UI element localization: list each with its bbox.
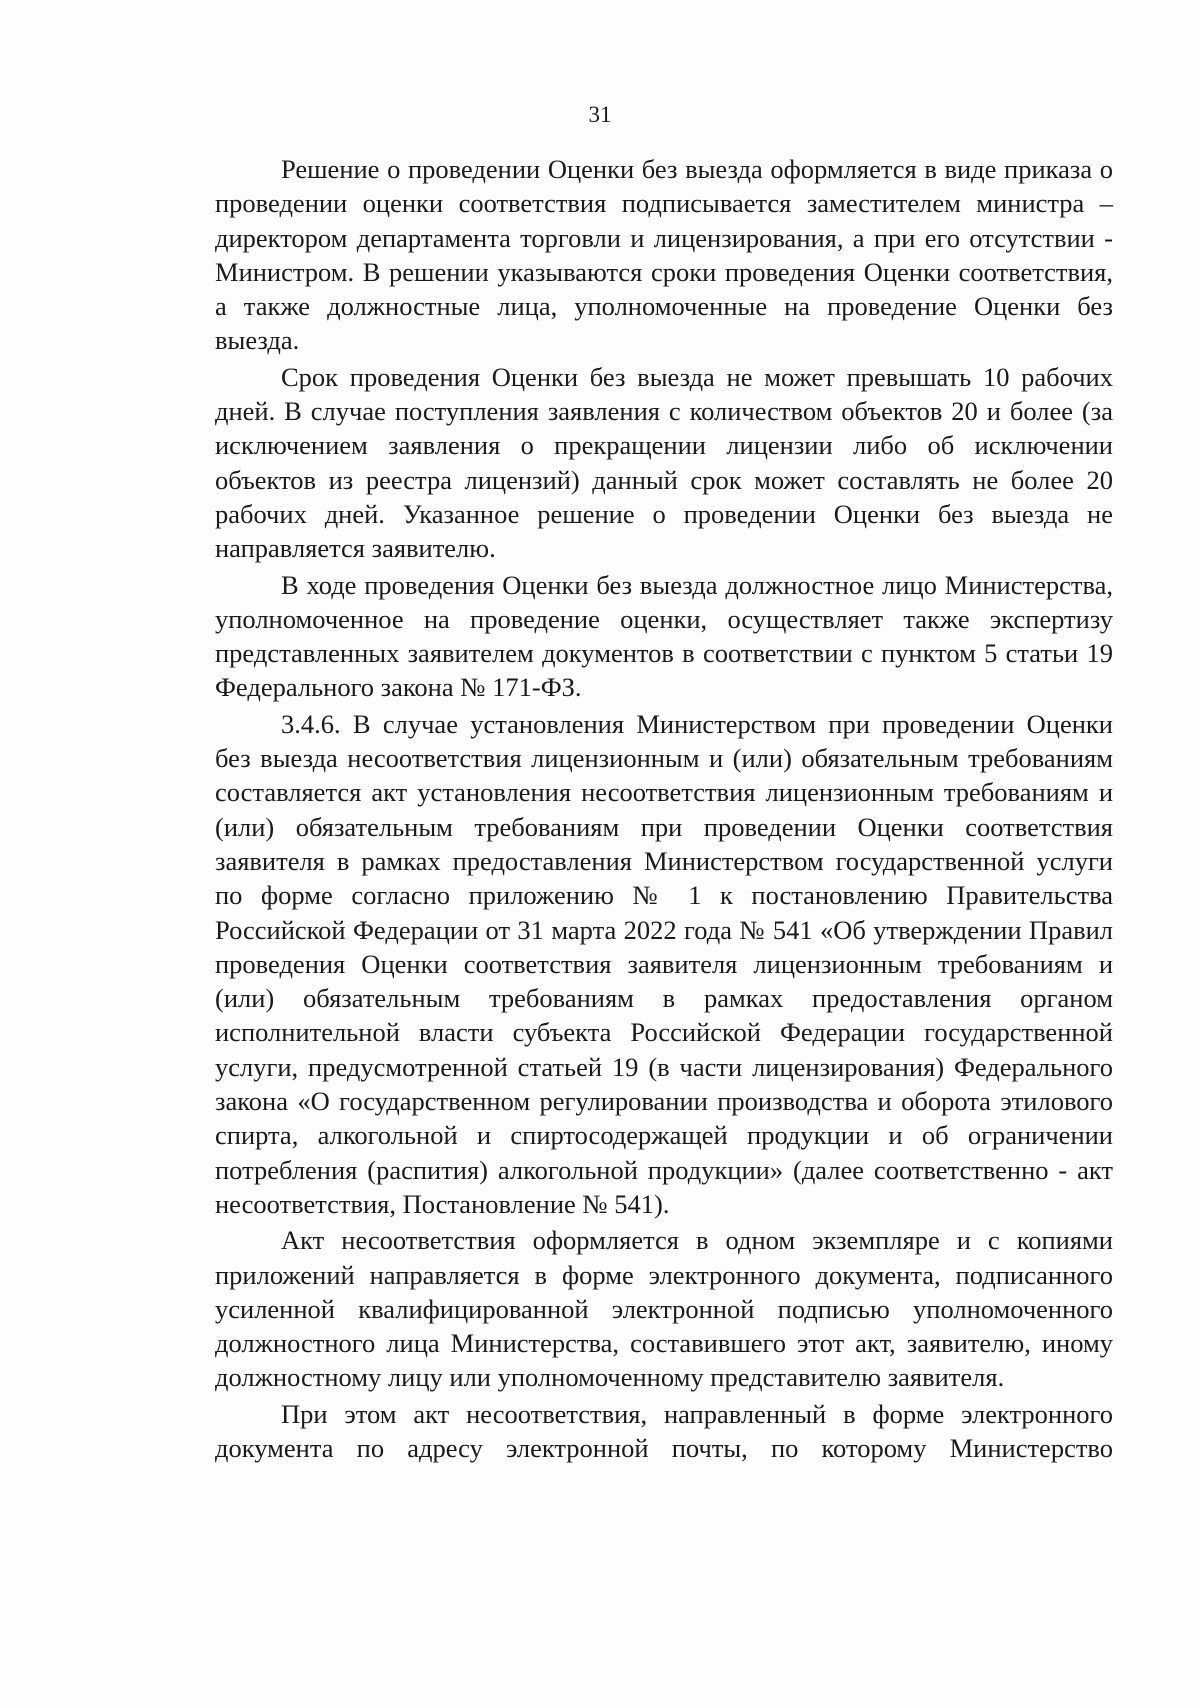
paragraph-act: Акт несоответствия оформляется в одном экземпляре и с копиями приложений направляется в форме электронного документа, подписанного усиленной квалифицированной электронной подписью уполномоченного должностного лица Министерства, составившего этот акт, заявителю, иному должностному лицу или уполномоченному представителю заявителя. bbox=[215, 1225, 1113, 1393]
paragraph-expertise: В ходе проведения Оценки без выезда должностное лицо Министерства, уполномоченное на проведение оценки, осуществляет также экспертизу представленных заявителем документов в соответствии с пунктом 5 статьи 19 Федерального закона № 171-ФЗ. bbox=[215, 569, 1113, 703]
paragraph-decision: Решение о проведении Оценки без выезда оформляется в виде приказа о проведении оценки соответствия подписывается заместителем министра – директором департамента торговли и лицензирования, а при его отсутствии - Министром. В решении указываются сроки проведения Оценки соответствия, а также должностные лица, уполномоченные на проведение Оценки без выезда. bbox=[215, 154, 1113, 356]
document-body bbox=[215, 152, 1113, 1467]
paragraph-email: При этом акт несоответствия, направленный в форме электронного документа по адресу электронной почты, по которому Министерство bbox=[215, 1398, 1113, 1463]
paragraph-term: Срок проведения Оценки без выезда не может превышать 10 рабочих дней. В случае поступления заявления с количеством объектов 20 и более (за исключением заявления о прекращении лицензии либо об исключении объектов из реестра лицензий) данный срок может составлять не более 20 рабочих дней. Указанное решение о проведении Оценки без выезда не направляется заявителю. bbox=[215, 361, 1113, 564]
paragraph-3-4-6: 3.4.6. В случае установления Министерством при проведении Оценки без выезда несоответствия лицензионным и (или) обязательным требованиям составляется акт установления несоответствия лицензионным требованиям и (или) обязательным требованиям при проведении Оценки соответствия заявителя в рамках предоставления Министерством государственной услуги по форме согласно приложению № 1 к постановлению Правительства Российской Федерации от 31 марта 2022 года № 541 «Об утверждении Правил проведения Оценки соответствия заявителя лицензионным требованиям и (или) обязательным требованиям в рамках предоставления органом исполнительной власти субъекта Российской Федерации государственной услуги, предусмотренной статьей 19 (в части лицензирования) Федерального закона «О государственном регулировании производства и оборота этилового спирта, алкогольной и спиртосодержащей продукции и об ограничении потребления (распития) алкогольной продукции» (далее соответственно - акт несоответствия, Постановление № 541). bbox=[215, 708, 1113, 1219]
page-number: 31 bbox=[588, 102, 612, 127]
